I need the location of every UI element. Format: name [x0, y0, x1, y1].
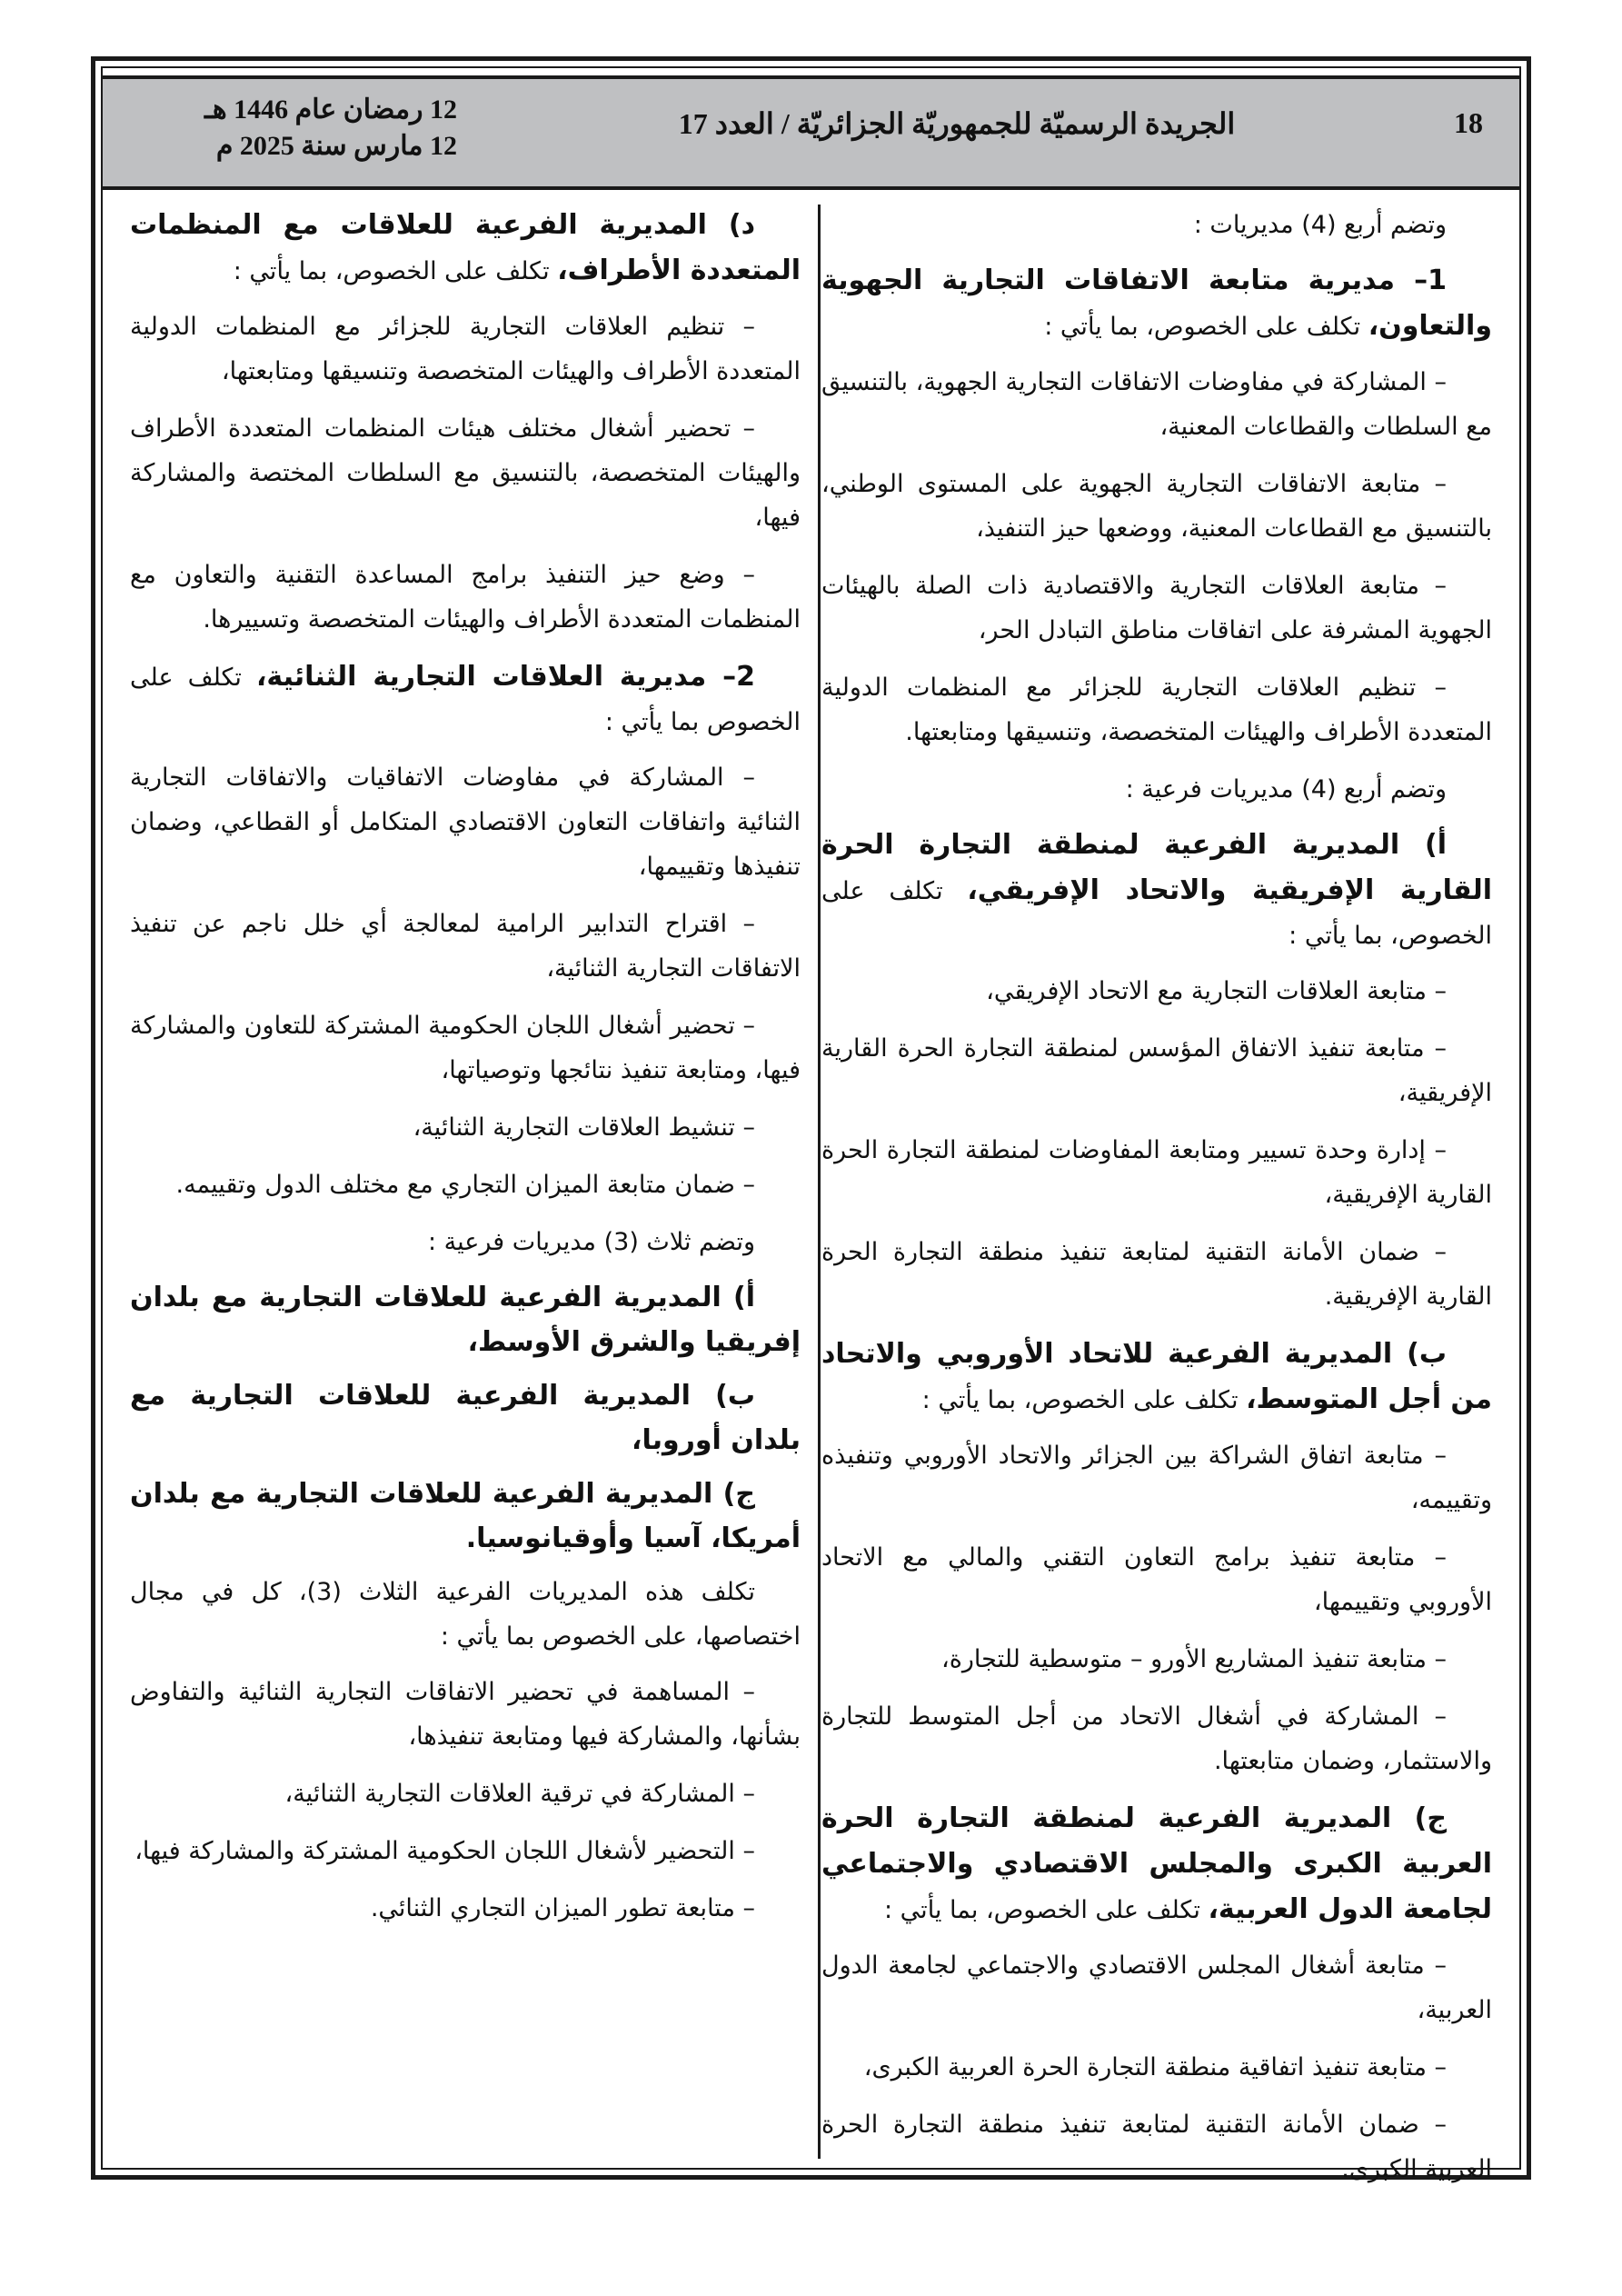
- list-item: [821, 564, 1492, 653]
- list-item: [821, 1535, 1492, 1624]
- list-item: [821, 462, 1492, 551]
- paragraph: [821, 1796, 1492, 1932]
- paragraph-text: – متابعة العلاقات التجارية مع الاتحاد الإفريقي،: [986, 977, 1447, 1005]
- list-item: [130, 755, 801, 889]
- paragraph: [821, 1332, 1492, 1423]
- paragraph-text: – إدارة وحدة تسيير ومتابعة المفاوضات لمنطقة التجارة الحرة القارية الإفريقية،: [821, 1136, 1492, 1209]
- list-item: [130, 1670, 801, 1759]
- list-item: [821, 1943, 1492, 2032]
- paragraph-text: – تنظيم العلاقات التجارية للجزائر مع المنظمات الدولية المتعددة الأطراف والهيئات المتخصصة، وتنسيقها ومتابعتها.: [821, 674, 1492, 746]
- section-title: د) المديرية الفرعية للعلاقات مع المنظمات المتعددة الأطراف،: [130, 209, 801, 286]
- list-item: [821, 1128, 1492, 1217]
- column-divider: [818, 205, 821, 2159]
- paragraph-text: – المشاركة في مفاوضات الاتفاقيات والاتفاقات التجارية الثنائية واتفاقات التعاون الاقتصادي المتكامل أو القطاعي، وضمان تنفيذها وتقييمها،: [130, 764, 801, 881]
- section-title: ج) المديرية الفرعية لمنطقة التجارة الحرة العربية الكبرى والمجلس الاقتصادي والاجتماعي لجامعة الدول العربية،: [821, 1802, 1492, 1925]
- paragraph-text: تكلف على الخصوص، بما يأتي :: [921, 1386, 1247, 1414]
- paragraph-text: وتضم أربع (4) مديريات :: [1193, 211, 1447, 239]
- right-column: [821, 203, 1492, 2204]
- list-item: [130, 1772, 801, 1816]
- paragraph-text: – التحضير لأشغال اللجان الحكومية المشتركة والمشاركة فيها،: [134, 1837, 755, 1865]
- page-frame-inner: [101, 66, 1521, 2183]
- page-number: 18: [1454, 106, 1483, 139]
- list-item: [821, 1637, 1492, 1682]
- paragraph-text: – اقتراح التدابير الرامية لمعالجة أي خلل ناجم عن تنفيذ الاتفاقات التجارية الثنائية،: [130, 910, 801, 983]
- paragraph-text: – متابعة تنفيذ اتفاقية منطقة التجارة الحرة العربية الكبرى،: [863, 2053, 1447, 2081]
- paragraph-text: – متابعة أشغال المجلس الاقتصادي والاجتماعي لجامعة الدول العربية،: [821, 1952, 1492, 2024]
- paragraph-text: تكلف على الخصوص بما يأتي :: [130, 664, 801, 736]
- paragraph-text: – ضمان الأمانة التقنية لمتابعة تنفيذ منطقة التجارة الحرة العربية الكبرى.: [821, 2111, 1492, 2183]
- paragraph-text: – متابعة الاتفاقات التجارية الجهوية على المستوى الوطني، بالتنسيق مع القطاعات المعنية، ووضعها حيز التنفيذ،: [821, 470, 1492, 543]
- paragraph-text: – متابعة تنفيذ المشاريع الأورو – متوسطية للتجارة،: [941, 1645, 1447, 1673]
- paragraph-text: تكلف هذه المديريات الفرعية الثلاث (3)، كل في مجال اختصاصها، على الخصوص بما يأتي :: [130, 1578, 801, 1651]
- section-heading: [130, 1472, 801, 1561]
- paragraph-text: تكلف على الخصوص، بما يأتي :: [1044, 313, 1368, 341]
- paragraph: [821, 823, 1492, 958]
- list-item: [130, 902, 801, 991]
- date-gregorian: 12 مارس سنة 2025 م: [215, 131, 457, 161]
- paragraph-text: – المساهمة في تحضير الاتفاقات التجارية الثنائية والتفاوض بشأنها، والمشاركة فيها ومتابعة تنفيذها،: [130, 1678, 801, 1751]
- list-item: [130, 1886, 801, 1931]
- journal-title: الجريدة الرسميّة للجمهوريّة الجزائريّة / العدد 17: [678, 107, 1236, 140]
- list-item: [130, 1829, 801, 1873]
- paragraph: [130, 1220, 801, 1264]
- paragraph-text: – وضع حيز التنفيذ برامج المساعدة التقنية والتعاون مع المنظمات المتعددة الأطراف والهيئات المتخصصة وتسييرها.: [130, 561, 801, 634]
- list-item: [821, 969, 1492, 1013]
- paragraph-text: أ) المديرية الفرعية للعلاقات التجارية مع بلدان إفريقيا والشرق الأوسط،: [130, 1282, 801, 1358]
- paragraph-text: – تنظيم العلاقات التجارية للجزائر مع المنظمات الدولية المتعددة الأطراف والهيئات المتخصصة وتنسيقها ومتابعتها،: [130, 313, 801, 385]
- section-title: ب) المديرية الفرعية للاتحاد الأوروبي والاتحاد من أجل المتوسط،: [821, 1338, 1492, 1415]
- list-item: [821, 1026, 1492, 1115]
- paragraph-text: – المشاركة في ترقية العلاقات التجارية الثنائية،: [284, 1780, 755, 1808]
- paragraph-text: وتضم أربع (4) مديريات فرعية :: [1125, 775, 1447, 804]
- list-item: [821, 665, 1492, 754]
- list-item: [821, 1230, 1492, 1319]
- paragraph-text: – متابعة تنفيذ الاتفاق المؤسس لمنطقة التجارة الحرة القارية الإفريقية،: [821, 1034, 1492, 1107]
- left-column: [130, 203, 801, 1943]
- list-item: [130, 304, 801, 394]
- paragraph: [130, 1570, 801, 1659]
- paragraph-text: – متابعة العلاقات التجارية والاقتصادية ذات الصلة بالهيئات الجهوية المشرفة على اتفاقات مناطق التبادل الحر،: [821, 572, 1492, 644]
- list-item: [130, 553, 801, 642]
- list-item: [130, 1163, 801, 1207]
- paragraph-text: وتضم ثلاث (3) مديريات فرعية :: [428, 1228, 755, 1256]
- list-item: [821, 1694, 1492, 1783]
- paragraph-text: تكلف على الخصوص، بما يأتي :: [884, 1896, 1209, 1924]
- list-item: [130, 406, 801, 540]
- paragraph: [130, 654, 801, 744]
- list-item: [130, 1105, 801, 1150]
- list-item: [130, 1003, 801, 1093]
- paragraph-text: – متابعة اتفاق الشراكة بين الجزائر والاتحاد الأوروبي وتنفيذه وتقييمه،: [821, 1442, 1492, 1514]
- paragraph: [821, 767, 1492, 812]
- date-hijri: 12 رمضان عام 1446 هـ: [204, 95, 457, 125]
- paragraph-text: ج) المديرية الفرعية للعلاقات التجارية مع بلدان أمريكا، آسيا وأوقيانوسيا.: [130, 1478, 801, 1554]
- section-heading: [130, 1373, 801, 1462]
- paragraph-text: ب) المديرية الفرعية للعلاقات التجارية مع بلدان أوروبا،: [130, 1380, 801, 1456]
- paragraph-text: – المشاركة في أشغال الاتحاد من أجل المتوسط للتجارة والاستثمار، وضمان متابعتها.: [821, 1702, 1492, 1775]
- page-header: [103, 75, 1519, 190]
- page-frame: [91, 56, 1531, 2183]
- section-title: 1– مديرية متابعة الاتفاقات التجارية الجهوية والتعاون،: [821, 265, 1492, 342]
- paragraph-text: – المشاركة في مفاوضات الاتفاقات التجارية الجهوية، بالتنسيق مع السلطات والقطاعات المعنية،: [821, 368, 1492, 441]
- paragraph-text: تكلف على الخصوص، بما يأتي :: [821, 877, 1492, 950]
- paragraph: [821, 258, 1492, 349]
- list-item: [821, 2102, 1492, 2191]
- paragraph-text: – تحضير أشغال اللجان الحكومية المشتركة للتعاون والمشاركة فيها، ومتابعة تنفيذ نتائجها وتوصياتها،: [130, 1012, 801, 1084]
- list-item: [821, 2045, 1492, 2090]
- section-title: 2– مديرية العلاقات التجارية الثنائية،: [256, 661, 755, 693]
- paragraph-text: – ضمان متابعة الميزان التجاري مع مختلف الدول وتقييمه.: [175, 1171, 755, 1199]
- paragraph-text: تكلف على الخصوص، بما يأتي :: [233, 257, 558, 285]
- list-item: [821, 360, 1492, 449]
- header-dates: [112, 92, 457, 165]
- paragraph-text: – متابعة تطور الميزان التجاري الثنائي.: [370, 1894, 755, 1922]
- paragraph: [130, 203, 801, 294]
- section-heading: [130, 1275, 801, 1364]
- paragraph: [821, 203, 1492, 247]
- paragraph-text: – تحضير أشغال مختلف هيئات المنظمات المتعددة الأطراف والهيئات المتخصصة، بالتنسيق مع السلطات المختصة والمشاركة فيها،: [130, 414, 801, 532]
- paragraph-text: – تنشيط العلاقات التجارية الثنائية،: [413, 1113, 755, 1142]
- list-item: [821, 1433, 1492, 1522]
- section-title: أ) المديرية الفرعية لمنطقة التجارة الحرة القارية الإفريقية والاتحاد الإفريقي،: [821, 829, 1492, 906]
- paragraph-text: – متابعة تنفيذ برامج التعاون التقني والمالي مع الاتحاد الأوروبي وتقييمها،: [821, 1543, 1492, 1616]
- paragraph-text: – ضمان الأمانة التقنية لمتابعة تنفيذ منطقة التجارة الحرة القارية الإفريقية.: [821, 1238, 1492, 1311]
